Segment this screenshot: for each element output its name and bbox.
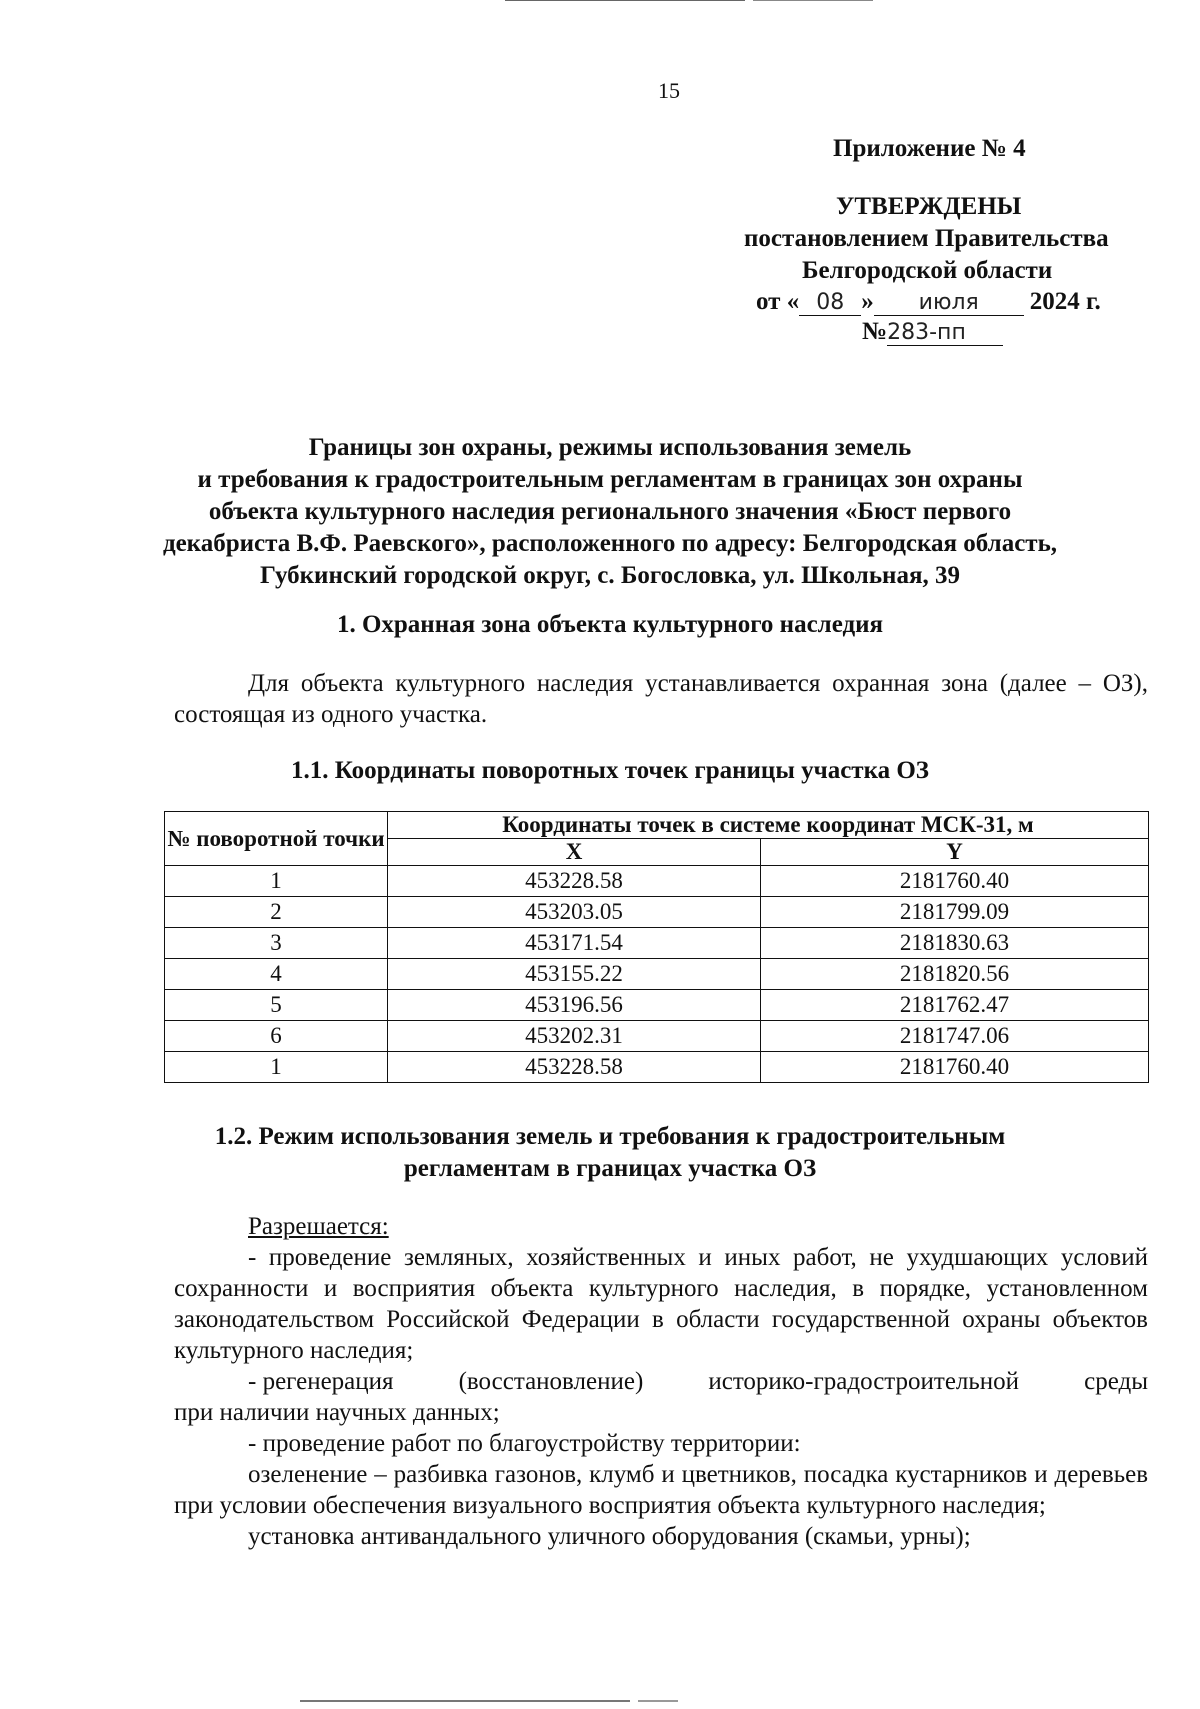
cell-y: 2181760.40 [761, 1052, 1149, 1083]
table-header-row [165, 812, 1149, 839]
cell-point: 1 [165, 866, 388, 897]
cell-x: 453196.56 [388, 990, 761, 1021]
date-day: 08 [799, 290, 861, 316]
coordinates-table [164, 811, 1149, 1083]
date-year: 2024 г. [1029, 288, 1101, 315]
title-line: объекта культурного наследия регионального значения «Бюст первого [208, 498, 1012, 525]
cell-x: 453228.58 [388, 1052, 761, 1083]
approval-date [756, 288, 1101, 316]
cell-point: 1 [165, 1052, 388, 1083]
date-prefix: от « [756, 288, 800, 315]
cell-y: 2181760.40 [761, 866, 1149, 897]
title-line: и требования к градостроительным регламентам в границах зон охраны [197, 466, 1023, 493]
cell-y: 2181830.63 [761, 928, 1149, 959]
cell-point: 2 [165, 897, 388, 928]
title-line: декабриста В.Ф. Раевского», расположенного по адресу: Белгородская область, [162, 530, 1058, 557]
cell-point: 3 [165, 928, 388, 959]
section-1-2-heading-line: 1.2. Режим использования земель и требования к градостроительным [214, 1123, 1006, 1150]
table-row [165, 866, 1149, 897]
cell-point: 5 [165, 990, 388, 1021]
allowed-item: установка антивандального уличного оборудования (скамьи, урны); [248, 1523, 971, 1550]
approval-line-2: Белгородской области [802, 257, 1053, 284]
col-point-header: № поворотной точки [165, 812, 388, 866]
col-coords-header: Координаты точек в системе координат МСК-31, м [388, 812, 1149, 839]
allowed-item: озеленение – разбивка газонов, клумб и цветников, посадка кустарников и деревьев при условии обеспечения визуального восприятия объекта культурного наследия; [174, 1461, 1148, 1519]
date-month: июля [874, 290, 1024, 316]
page-number: 15 [658, 78, 680, 103]
allowed-item-continuation: при наличии научных данных; [174, 1399, 500, 1426]
title-line: Губкинский городской округ, с. Богословка, ул. Школьная, 39 [260, 562, 960, 589]
section-1-1-heading: 1.1. Координаты поворотных точек границы участка ОЗ [291, 757, 929, 784]
cell-x: 453202.31 [388, 1021, 761, 1052]
appendix-label: Приложение № 4 [833, 135, 1026, 162]
section-1-intro: Для объекта культурного наследия устанавливается охранная зона (далее – ОЗ), состоящая из одного участка. [174, 670, 1148, 728]
cell-x: 453228.58 [388, 866, 761, 897]
table-row [165, 928, 1149, 959]
table-row [165, 897, 1149, 928]
scan-edge-line [638, 1700, 678, 1702]
cell-y: 2181747.06 [761, 1021, 1149, 1052]
approved-label: УТВЕРЖДЕНЫ [836, 193, 1022, 220]
spread-word: историко-градостроительной [708, 1368, 1020, 1395]
cell-point: 4 [165, 959, 388, 990]
cell-x: 453203.05 [388, 897, 761, 928]
allowed-item-spread [174, 1366, 1148, 1397]
section-1-2-body [174, 1211, 1148, 1552]
title-line: Границы зон охраны, режимы использования земель [308, 434, 912, 461]
cell-x: 453155.22 [388, 959, 761, 990]
cell-y: 2181820.56 [761, 959, 1149, 990]
allowed-item: - проведение работ по благоустройству территории: [248, 1430, 801, 1457]
scan-edge-line [505, 0, 745, 1]
section-1-2-heading-line: регламентам в границах участка ОЗ [403, 1155, 817, 1182]
approval-line-1: постановлением Правительства [744, 225, 1109, 252]
scan-edge-line [753, 0, 873, 1]
section-1-2-heading [150, 1121, 1070, 1185]
allowed-item: - проведение земляных, хозяйственных и иных работ, не ухудшающих условий сохранности и восприятия объекта культурного наследия, в порядке, установленном законодательством Российской Федерации в области государственной охраны объектов культурного наследия; [174, 1244, 1148, 1364]
document-title [150, 432, 1070, 592]
scan-edge-line [300, 1700, 630, 1702]
cell-x: 453171.54 [388, 928, 761, 959]
approval-number [862, 318, 1003, 346]
spread-word: (восстановление) [458, 1368, 644, 1395]
table-row [165, 959, 1149, 990]
col-y-header: Y [761, 839, 1149, 866]
allowed-label: Разрешается: [248, 1213, 389, 1240]
cell-y: 2181799.09 [761, 897, 1149, 928]
spread-word: среды [1084, 1368, 1148, 1395]
date-mid: » [861, 288, 874, 315]
col-x-header: X [388, 839, 761, 866]
table-row [165, 990, 1149, 1021]
spread-word: - регенерация [248, 1368, 394, 1395]
table-row [165, 1021, 1149, 1052]
table-row [165, 1052, 1149, 1083]
number-value: 283-пп [887, 320, 1003, 346]
cell-point: 6 [165, 1021, 388, 1052]
section-1-heading: 1. Охранная зона объекта культурного наследия [336, 611, 884, 638]
number-prefix: № [862, 318, 888, 345]
cell-y: 2181762.47 [761, 990, 1149, 1021]
